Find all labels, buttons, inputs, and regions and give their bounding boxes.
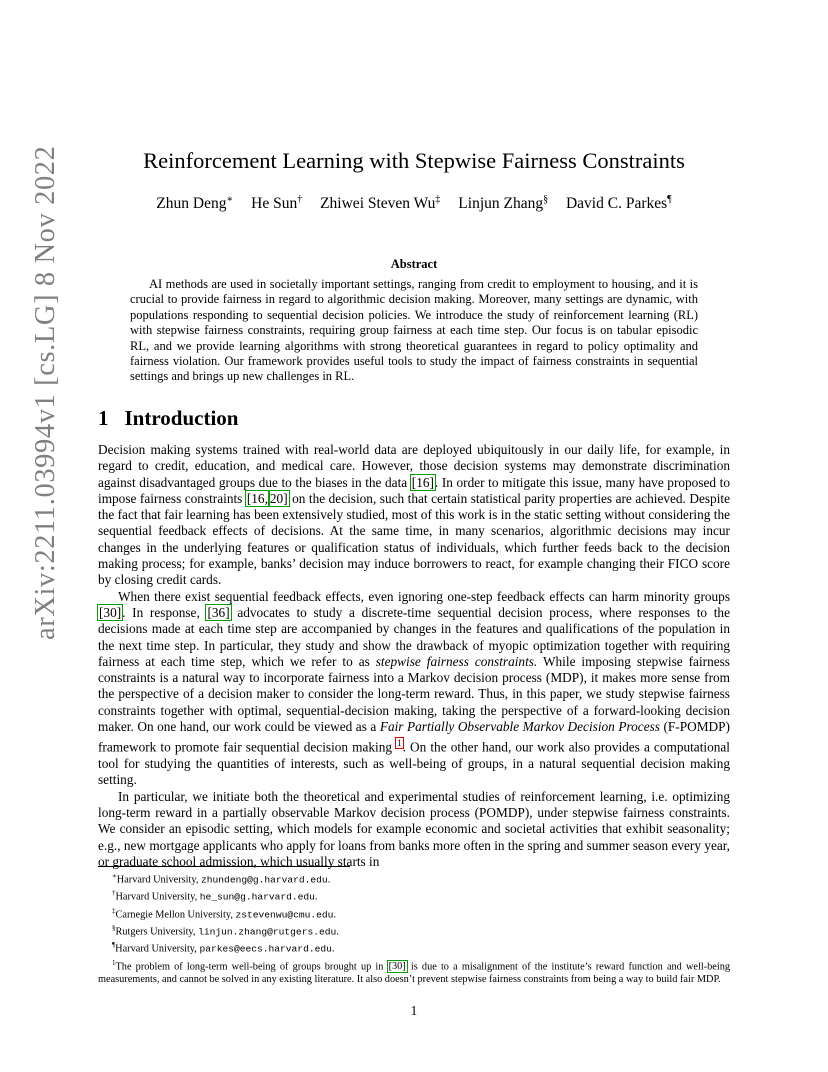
page-number: 1: [410, 1003, 418, 1018]
abstract-text: AI methods are used in societally important settings, ranging from credit to employment to housing, and it is crucial to provide fairness in regard to algorithmic decision making. Moreover, many settings are dynamic, with populations responding to sequential decision policies. We introduce the study of reinforcement learning (RL) with stepwise fairness constraints, requiring group fairness at each time step. Our focus is on tabular episodic RL, and we provide learning algorithms with strong theoretical guarantees in regard to policy optimality and fairness violation. Our framework provides useful tools to study the impact of fairness constraints in sequential settings and brings up new challenges in RL.: [130, 277, 698, 384]
email-link[interactable]: linjun.zhang@rutgers.edu: [198, 926, 337, 938]
email-link[interactable]: zstevenwu@cmu.edu: [235, 909, 334, 921]
citation-link[interactable]: [16,: [246, 490, 268, 506]
citation-link[interactable]: [16]: [411, 474, 434, 490]
author-name: Linjun Zhang§: [458, 194, 549, 213]
footnotes: [98, 870, 730, 987]
footnote-link[interactable]: 1: [397, 738, 402, 749]
footnote-affiliation: ∗Harvard University, zhundeng@g.harvard.edu.: [112, 872, 331, 886]
author-name: Zhiwei Steven Wu‡: [320, 194, 441, 213]
paper-title: Reinforcement Learning with Stepwise Fairness Constraints: [143, 148, 685, 173]
introduction-body: [98, 442, 730, 870]
paragraph: When there exist sequential feedback effects, even ignoring one-step feedback effects can harm minority groups [30]. In response, [36] advocates to study a discrete-time sequential decision process, where responses to the decisions made at each time step are accompanied by changes in the features and qualifications of the population in the next time step. In particular, they study and show the drawback of myopic optimization together with requiring fairness at each time step, which we refer to as stepwise fairness constraints. While imposing stepwise fairness constraints is a natural way to incorporate fairness into a Markov decision process (MDP), it makes more sense from the perspective of a decision maker to consider the long-term reward. Thus, in this paper, we study stepwise fairness constraints together with optimal, sequential-decision making, taking the perspective of a forward-looking decision maker. On one hand, our work could be viewed as a Fair Partially Observable Markov Decision Process (F-POMDP) framework to promote fair sequential decision making $^1$. On the other hand, our work also provides a computational tool for studying the quantities of interests, such as well-being of groups, in a natural sequential decision making setting.: [98, 588, 730, 788]
section-title: Introduction: [124, 406, 239, 430]
footnote-affiliation: †Harvard University, he_sun@g.harvard.edu.: [112, 889, 318, 903]
abstract-heading: Abstract: [390, 257, 438, 271]
citation-link[interactable]: 20]: [269, 490, 288, 506]
section-heading: [98, 404, 238, 432]
citation-link[interactable]: [30]: [388, 961, 406, 973]
author-name: Zhun Deng∗: [156, 194, 234, 213]
citation-link[interactable]: [36]: [207, 604, 230, 620]
footnote-affiliation: §Rutgers University, linjun.zhang@rutgers.edu.: [112, 923, 339, 938]
author-name: David C. Parkes¶: [565, 194, 672, 213]
footnote-divider: [98, 866, 350, 867]
footnote-affiliation: ‡Carnegie Mellon University, zstevenwu@cmu.edu.: [112, 906, 336, 921]
paragraph: Decision making systems trained with real-world data are deployed ubiquitously in our daily life, for example, in regard to credit, education, and medical care. However, those decision systems may demonstrate discrimination against disadvantaged groups due to the biases in the data [16]. In order to mitigate this issue, many have proposed to impose fairness constraints [16, 20] on the decision, such that certain statistical parity properties are achieved. Despite the fact that fair learning has been extensively studied, most of this work is in the static setting without considering the sequential feedback effects of decisions. At the same time, in many scenarios, algorithmic decisions may incur changes in the underlying features or qualification status of individuals, which further feeds back to the decision making process; for example, banks’ decision may induce borrowers to react, for example changing their FICO score by closing credit cards.: [98, 442, 730, 588]
paragraph: In particular, we initiate both the theoretical and experimental studies of reinforcement learning, i.e. optimizing long-term reward in a partially observable Markov decision process (POMDP), under stepwise fairness constraints. We consider an episodic setting, which models for example economic and societal activities that exhibit seasonality; e.g., new mortgage applicants who apply for loans from banks more often in the spring and summer season every year, or graduate school admission, which usually starts in: [98, 788, 730, 869]
email-link[interactable]: he_sun@g.harvard.edu: [199, 891, 315, 903]
footnote-text: $^1$The problem of long-term well-being of groups brought up in [30] is due to a misalignment of the institute’s reward function and well-being measurements, and cannot be solved in any existing literature. It also doesn’t prevent stepwise fairness constraints from being a way to build fair MDP.: [98, 958, 731, 985]
email-link[interactable]: zhundeng@g.harvard.edu: [201, 874, 328, 886]
email-link[interactable]: parkes@eecs.harvard.edu: [199, 943, 332, 955]
section-number: 1: [98, 406, 109, 430]
footnote-affiliation: ¶Harvard University, parkes@eecs.harvard.edu.: [112, 941, 335, 955]
citation-link[interactable]: [30]: [99, 604, 122, 620]
author-name: He Sun†: [251, 194, 303, 213]
arxiv-identifier-stamp: arXiv:2211.03994v1 [cs.LG] 8 Nov 2022: [30, 145, 61, 640]
author-list: [98, 190, 730, 214]
